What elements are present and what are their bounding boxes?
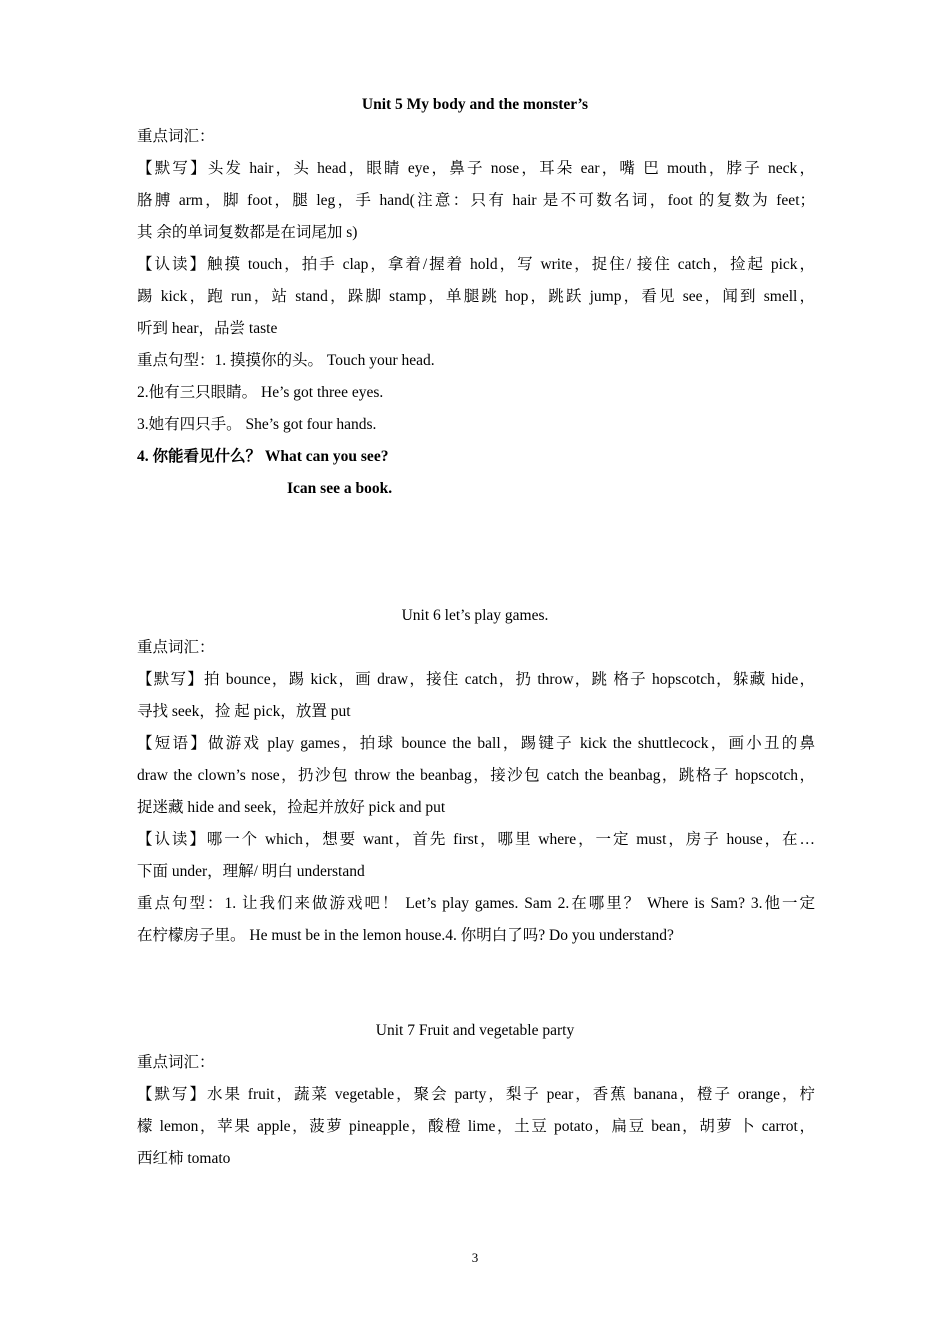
unit5-sentence-4-answer: Ican see a book. — [287, 480, 393, 497]
unit6-reading-line: 下面 under，理解/ 明白 understand — [137, 863, 365, 880]
unit6-title: Unit 6 let’s play games. — [401, 607, 549, 624]
unit7-dictation-line: 西红柿 tomato — [137, 1150, 231, 1167]
unit5-title: Unit 5 My body and the monster’s — [361, 96, 589, 113]
unit5-sentence: 3.她有四只手。 She’s got four hands. — [137, 416, 377, 433]
unit5-reading-line: 【认读】触摸 touch，拍手 clap，拿着/握着 hold，写 write，捉住/ 接住 catch，捡起 pick， — [137, 256, 815, 273]
unit7-vocab-heading: 重点词汇： — [137, 1054, 215, 1071]
unit6-reading-line: 【认读】哪一个 which，想要 want，首先 first，哪里 where，一定 must，房子 house，在… — [137, 831, 815, 848]
page-number: 3 — [471, 1250, 479, 1265]
unit6-dictation-line: 寻找 seek，捡 起 pick，放置 put — [137, 703, 351, 720]
unit6-phrases-line: draw the clown’s nose，扔沙包 throw the beanbag，接沙包 catch the beanbag，跳格子 hopscotch， — [137, 767, 815, 784]
unit5-vocab-heading: 重点词汇： — [137, 128, 215, 145]
unit7-title: Unit 7 Fruit and vegetable party — [375, 1022, 575, 1039]
unit5-dictation-line: 胳膊 arm，脚 foot，腿 leg，手 hand(注意：只有 hair 是不可数名词，foot 的复数为 feet； — [137, 192, 815, 209]
unit5-reading-line: 听到 hear，品尝 taste — [137, 320, 278, 337]
unit6-sentence: 在柠檬房子里。 He must be in the lemon house.4. 你明白了吗? Do you understand? — [137, 927, 674, 944]
unit5-dictation-line: 其 余的单词复数都是在词尾加 s) — [137, 224, 358, 241]
unit5-sentence-4: 4. 你能看见什么？ What can you see? — [137, 448, 389, 465]
unit7-dictation-line: 檬 lemon，苹果 apple，菠萝 pineapple，酸橙 lime，土豆 potato，扁豆 bean，胡萝 卜 carrot， — [137, 1118, 815, 1135]
unit6-vocab-heading: 重点词汇： — [137, 639, 215, 656]
unit5-sentence: 重点句型：1. 摸摸你的头。 Touch your head. — [137, 352, 435, 369]
unit5-sentence: 2.他有三只眼睛。 He’s got three eyes. — [137, 384, 384, 401]
unit7-dictation-line: 【默写】水果 fruit，蔬菜 vegetable，聚会 party，梨子 pear，香蕉 banana，橙子 orange，柠 — [137, 1086, 815, 1103]
unit6-sentence: 重点句型：1. 让我们来做游戏吧！ Let’s play games. Sam 2.在哪里？ Where is Sam? 3.他一定 — [137, 895, 815, 912]
unit6-phrases-line: 【短语】做游戏 play games，拍球 bounce the ball，踢键子 kick the shuttlecock，画小丑的鼻 — [137, 735, 815, 752]
unit5-dictation-line: 【默写】头发 hair，头 head，眼睛 eye，鼻子 nose，耳朵 ear，嘴 巴 mouth，脖子 neck， — [137, 160, 815, 177]
unit6-dictation-line: 【默写】拍 bounce，踢 kick，画 draw，接住 catch，扔 throw，跳 格子 hopscotch，躲藏 hide， — [137, 671, 815, 688]
unit5-reading-line: 踢 kick，跑 run，站 stand，跺脚 stamp，单腿跳 hop，跳跃 jump，看见 see，闻到 smell， — [137, 288, 815, 305]
unit6-phrases-line: 捉迷藏 hide and seek，捡起并放好 pick and put — [137, 799, 446, 816]
